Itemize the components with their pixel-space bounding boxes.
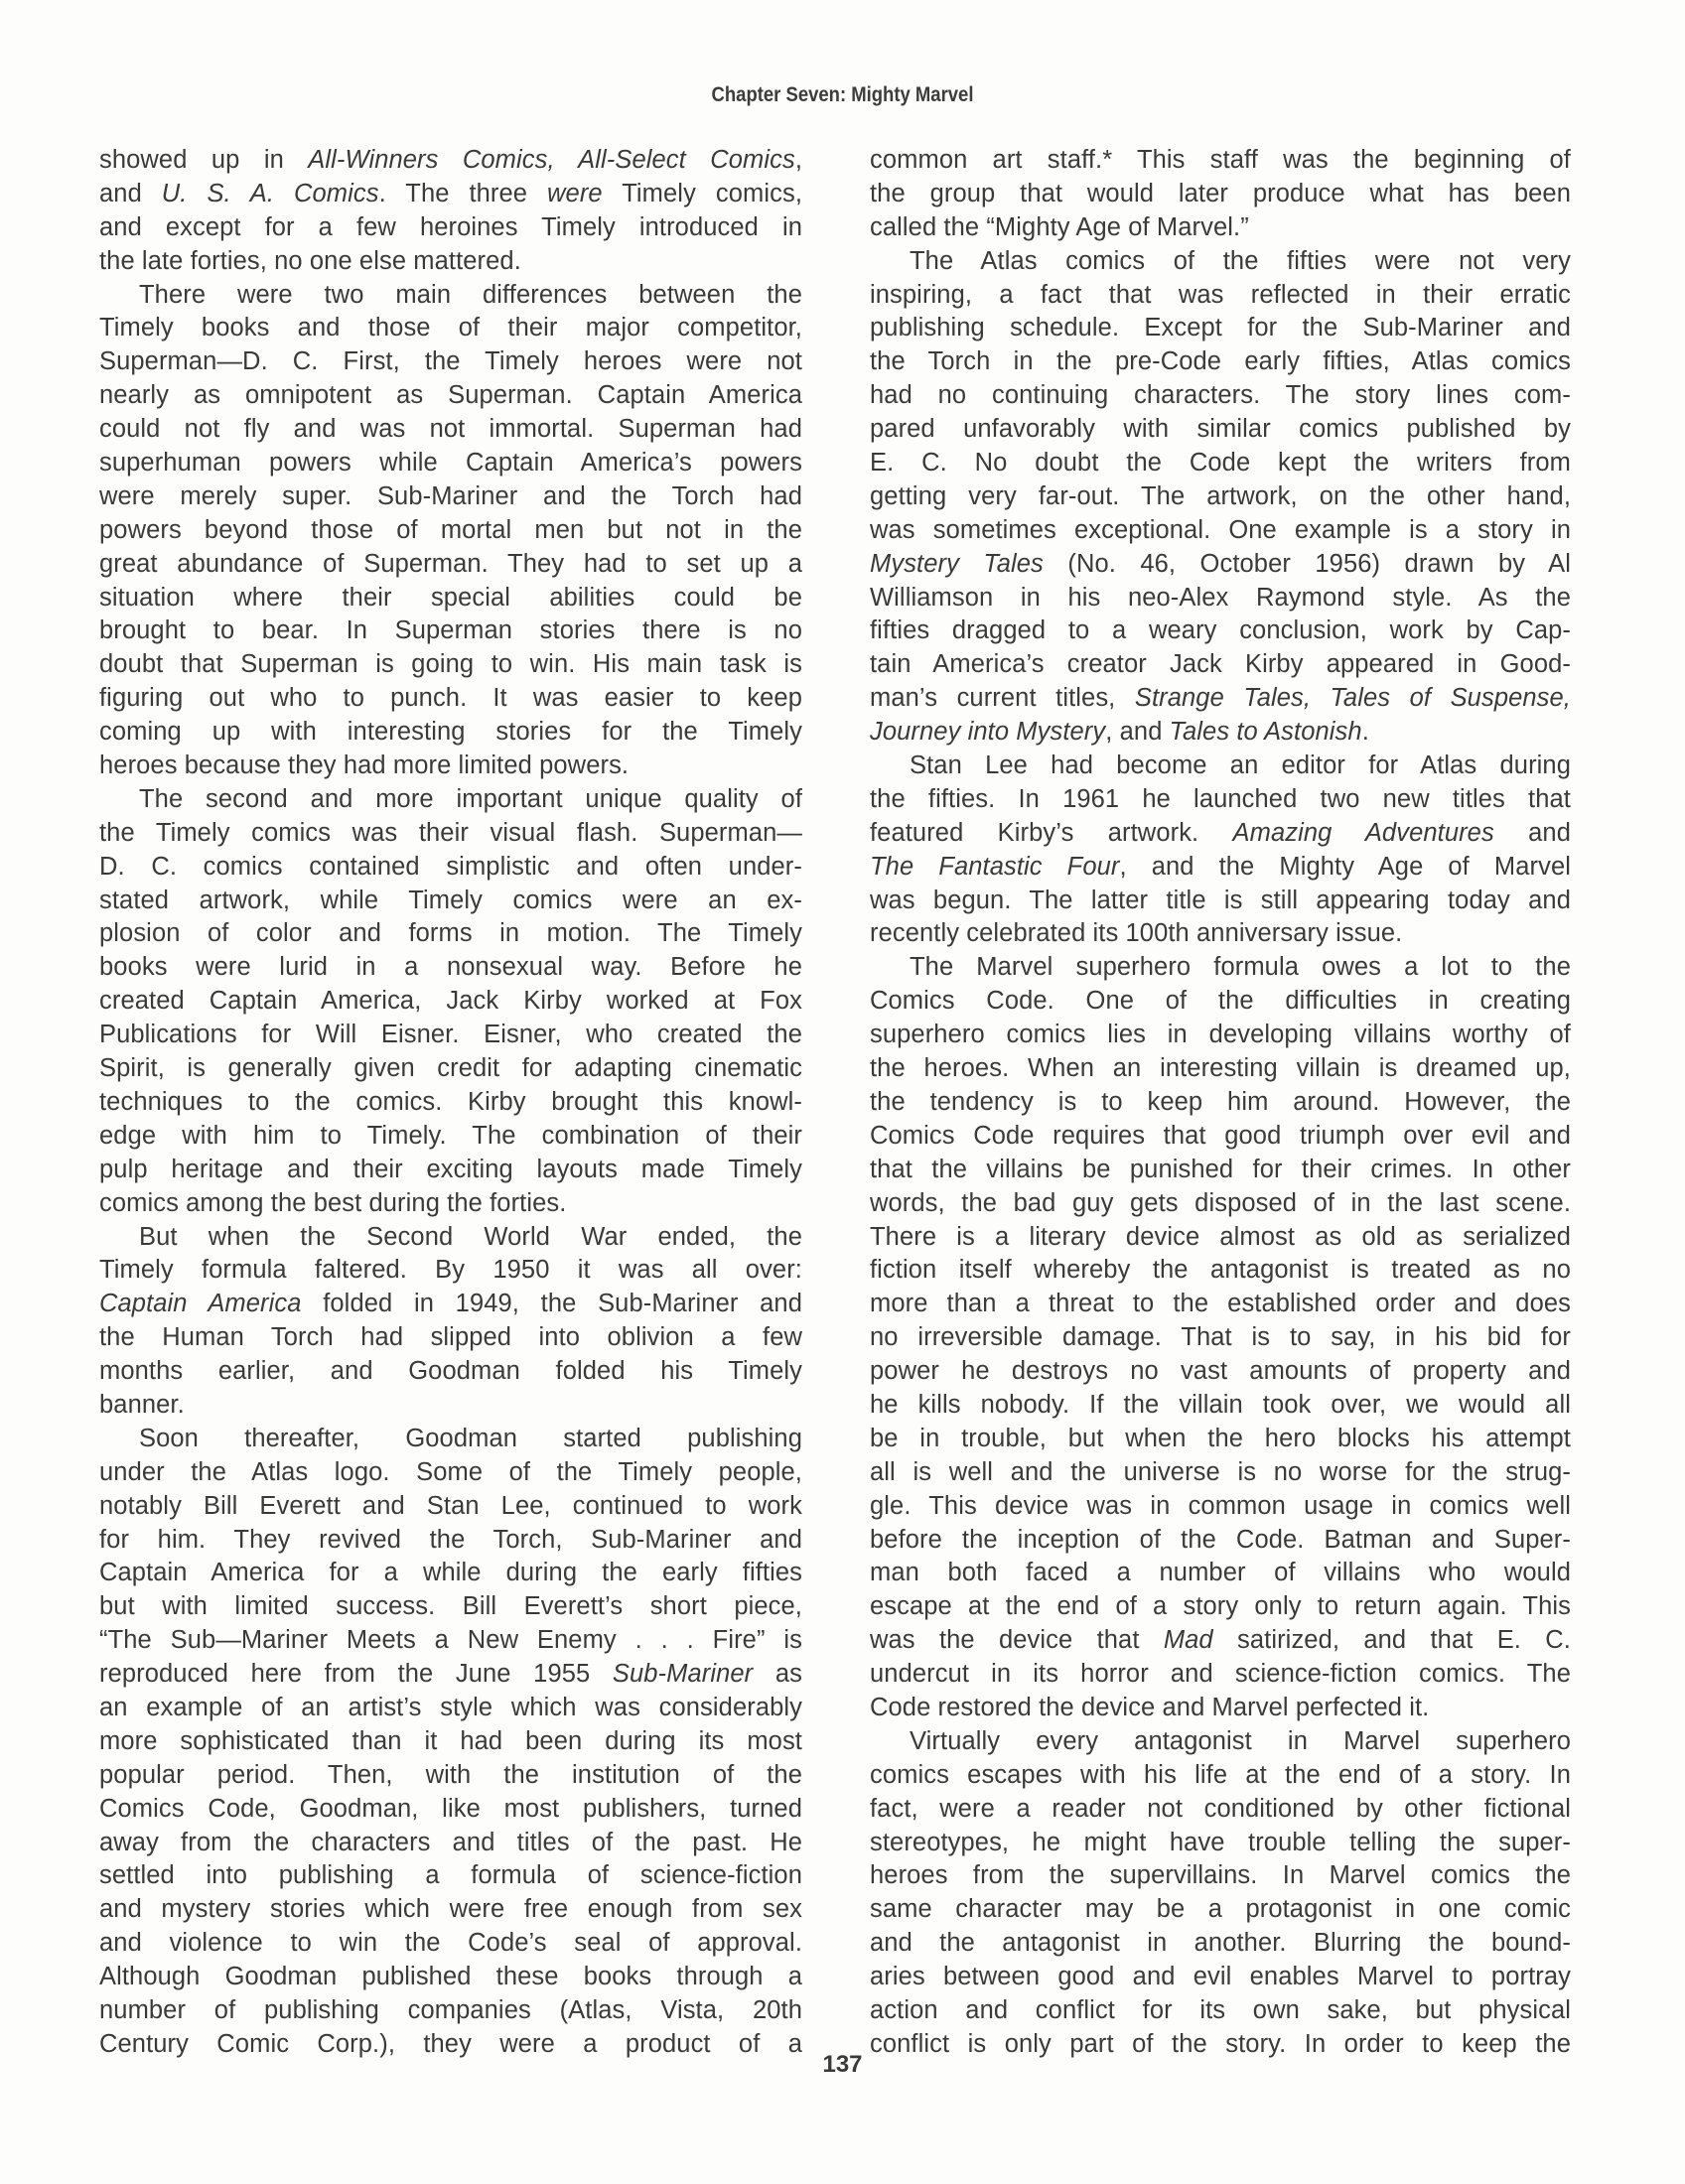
text-line: books were lurid in a nonsexual way. Before he [99,953,802,982]
text-line: powers beyond those of mortal men but not in the [99,515,802,544]
italic-title: Mystery Tales [870,549,1044,578]
right-text-column [870,144,1571,2062]
italic-title: Sub-Mariner [612,1660,754,1689]
text-line: same character may be a protagonist in one comic [870,1895,1571,1924]
text-line: Soon thereafter, Goodman started publishing [139,1424,802,1452]
text-line: were merely super. Sub-Mariner and the Torch had [99,481,802,510]
text-line: E. C. No doubt the Code kept the writers from [870,449,1571,478]
text-line: The second and more important unique quality of [139,784,802,813]
italic-title: All-Winners Comics, All-Select Comics [308,146,795,174]
italic-title: Strange Tales, Tales of Suspense, [1134,684,1571,713]
text-line: great abundance of Superman. They had to set up a [99,549,802,578]
text-line: settled into publishing a formula of science-fiction [99,1861,802,1890]
italic-title: The Fantastic Four [870,852,1120,881]
text-line: plosion of color and forms in motion. The Timely [99,919,802,948]
italic-title: U. S. A. Comics [161,179,379,207]
text-line: Timely formula faltered. By 1950 it was all over: [99,1256,802,1285]
text-line: doubt that Superman is going to win. His main task is [99,650,802,679]
text-line: Virtually every antagonist in Marvel superhero [910,1726,1571,1755]
text-line: Although Goodman published these books through a [99,1963,802,1991]
text-line: but with limited success. Bill Everett’s short piece, [99,1592,802,1621]
text-line: stereotypes, he might have trouble telling the super- [870,1828,1571,1856]
text-line: power he destroys no vast amounts of property and [870,1357,1571,1386]
text-line: Journey into Mystery, and Tales to Astonish. [870,718,1369,747]
text-line: Williamson in his neo-Alex Raymond style. As the [870,583,1571,612]
text-line: was sometimes exceptional. One example is a story in [870,515,1571,544]
text-line: that the villains be punished for their crimes. In other [870,1155,1571,1183]
text-line: The Fantastic Four, and the Mighty Age of Marvel [870,852,1571,881]
text-line: escape at the end of a story only to return again. This [870,1592,1571,1621]
text-line: There were two main differences between the [139,280,802,309]
text-line: Mystery Tales (No. 46, October 1956) drawn by Al [870,549,1571,578]
text-line: under the Atlas logo. Some of the Timely people, [99,1457,802,1486]
text-line: reproduced here from the June 1955 Sub-Mariner as [99,1660,802,1689]
text-line: was begun. The latter title is still appearing today and [870,886,1571,914]
text-line: and violence to win the Code’s seal of approval. [99,1929,802,1958]
text-line: “The Sub—Mariner Meets a New Enemy . . . Fire” is [99,1626,802,1655]
text-line: stated artwork, while Timely comics were an ex- [99,886,802,914]
text-line: man’s current titles, Strange Tales, Tales of Suspense, [870,684,1571,713]
text-line: popular period. Then, with the institution of the [99,1760,802,1789]
text-line: man both faced a number of villains who would [870,1559,1571,1587]
text-line: Publications for Will Eisner. Eisner, who created the [99,1021,802,1049]
text-line: situation where their special abilities could be [99,583,802,612]
text-line: coming up with interesting stories for the Timely [99,718,802,747]
text-line: comics escapes with his life at the end of a story. In [870,1760,1571,1789]
text-line: brought to bear. In Superman stories there is no [99,616,802,645]
text-line: he kills nobody. If the villain took over, we would all [870,1390,1571,1419]
text-line: words, the bad guy gets disposed of in the last scene. [870,1188,1571,1217]
left-text-column [99,144,802,2062]
text-line: superhero comics lies in developing villains worthy of [870,1021,1571,1049]
text-line: the tendency is to keep him around. However, the [870,1087,1571,1116]
text-line: inspiring, a fact that was reflected in their erratic [870,280,1571,309]
text-line: Comics Code. One of the difficulties in creating [870,987,1571,1016]
text-line: edge with him to Timely. The combination of their [99,1121,802,1150]
italic-title: were [547,179,603,207]
text-line: for him. They revived the Torch, Sub-Mariner and [99,1525,802,1554]
text-line: all is well and the universe is no worse for the strug- [870,1457,1571,1486]
text-line: Comics Code, Goodman, like most publishers, turned [99,1794,802,1823]
text-line: and mystery stories which were free enough from sex [99,1895,802,1924]
text-line: showed up in All-Winners Comics, All-Select Comics, [99,146,802,174]
text-line: called the “Mighty Age of Marvel.” [870,212,1249,241]
text-line: could not fly and was not immortal. Superman had [99,415,802,444]
text-line: and U. S. A. Comics. The three were Timely comics, [99,179,802,207]
text-line: common art staff.* This staff was the beginning of [870,146,1571,174]
text-line: be in trouble, but when the hero blocks his attempt [870,1424,1571,1452]
text-line: banner. [99,1390,185,1419]
text-line: aries between good and evil enables Marvel to portray [870,1963,1571,1991]
text-line: There is a literary device almost as old as serialized [870,1222,1571,1251]
text-line: comics among the best during the forties. [99,1188,567,1217]
text-line: fact, were a reader not conditioned by other fictional [870,1794,1571,1823]
text-line: But when the Second World War ended, the [139,1222,802,1251]
text-line: Timely books and those of their major competitor, [99,314,802,342]
text-line: notably Bill Everett and Stan Lee, continued to work [99,1491,802,1520]
text-line: gle. This device was in common usage in comics well [870,1491,1571,1520]
text-line: tain America’s creator Jack Kirby appeared in Good- [870,650,1571,679]
text-line: the Human Torch had slipped into oblivion a few [99,1323,802,1352]
text-line: away from the characters and titles of the past. He [99,1828,802,1856]
text-line: Captain America folded in 1949, the Sub-Mariner and [99,1290,802,1318]
italic-title: Tales to Astonish [1169,718,1362,747]
text-line: more sophisticated than it had been during its most [99,1726,802,1755]
text-line: action and conflict for its own sake, but physical [870,1995,1571,2024]
text-line: The Marvel superhero formula owes a lot to the [910,953,1571,982]
text-line: Stan Lee had become an editor for Atlas during [910,751,1571,780]
text-line: techniques to the comics. Kirby brought this knowl- [99,1087,802,1116]
text-line: undercut in its horror and science-fiction comics. The [870,1660,1571,1689]
italic-title: Journey into Mystery [870,718,1106,747]
text-line: figuring out who to punch. It was easier to keep [99,684,802,713]
italic-title: Amazing Adventures [1232,818,1494,847]
text-line: more than a threat to the established order and does [870,1290,1571,1318]
text-line: heroes from the supervillains. In Marvel comics the [870,1861,1571,1890]
text-line: nearly as omnipotent as Superman. Captain America [99,381,802,410]
text-line: an example of an artist’s style which was considerably [99,1693,802,1721]
text-line: fiction itself whereby the antagonist is treated as no [870,1256,1571,1285]
text-line: heroes because they had more limited powers. [99,751,630,780]
text-line: no irreversible damage. That is to say, in his bid for [870,1323,1571,1352]
text-line: Code restored the device and Marvel perfected it. [870,1693,1430,1721]
text-line: Century Comic Corp.), they were a product of a [99,2029,802,2058]
text-line: fifties dragged to a weary conclusion, work by Cap- [870,616,1571,645]
text-line: Captain America for a while during the early fifties [99,1559,802,1587]
text-line: the Timely comics was their visual flash. Superman— [99,818,802,847]
text-line: pared unfavorably with similar comics published by [870,415,1571,444]
text-line: pulp heritage and their exciting layouts made Timely [99,1155,802,1183]
text-line: conflict is only part of the story. In order to keep the [870,2029,1571,2058]
text-line: months earlier, and Goodman folded his Timely [99,1357,802,1386]
text-line: Superman—D. C. First, the Timely heroes were not [99,347,802,376]
text-line: recently celebrated its 100th anniversary issue. [870,919,1403,948]
text-line: before the inception of the Code. Batman and Super- [870,1525,1571,1554]
text-line: the fifties. In 1961 he launched two new titles that [870,784,1571,813]
text-line: getting very far-out. The artwork, on the other hand, [870,481,1571,510]
text-line: had no continuing characters. The story lines com- [870,381,1571,410]
italic-title: Mad [1163,1626,1213,1655]
text-line: featured Kirby’s artwork. Amazing Adventures and [870,818,1571,847]
text-line: Spirit, is generally given credit for adapting cinematic [99,1054,802,1083]
text-line: the heroes. When an interesting villain is dreamed up, [870,1054,1571,1083]
text-line: the group that would later produce what has been [870,179,1571,207]
text-line: publishing schedule. Except for the Sub-Mariner and [870,314,1571,342]
text-line: was the device that Mad satirized, and that E. C. [870,1626,1571,1655]
text-line: superhuman powers while Captain America’s powers [99,449,802,478]
text-line: the late forties, no one else mattered. [99,246,521,275]
italic-title: Captain America [99,1290,302,1318]
text-line: and except for a few heroines Timely introduced in [99,212,802,241]
text-line: Comics Code requires that good triumph over evil and [870,1121,1571,1150]
text-line: created Captain America, Jack Kirby worked at Fox [99,987,802,1016]
text-line: The Atlas comics of the fifties were not very [910,246,1571,275]
running-head: Chapter Seven: Mighty Marvel [711,83,974,106]
text-line: D. C. comics contained simplistic and often under- [99,852,802,881]
text-line: and the antagonist in another. Blurring the bound- [870,1929,1571,1958]
text-line: number of publishing companies (Atlas, Vista, 20th [99,1995,802,2024]
text-line: the Torch in the pre-Code early fifties, Atlas comics [870,347,1571,376]
page-number: 137 [822,2051,863,2078]
